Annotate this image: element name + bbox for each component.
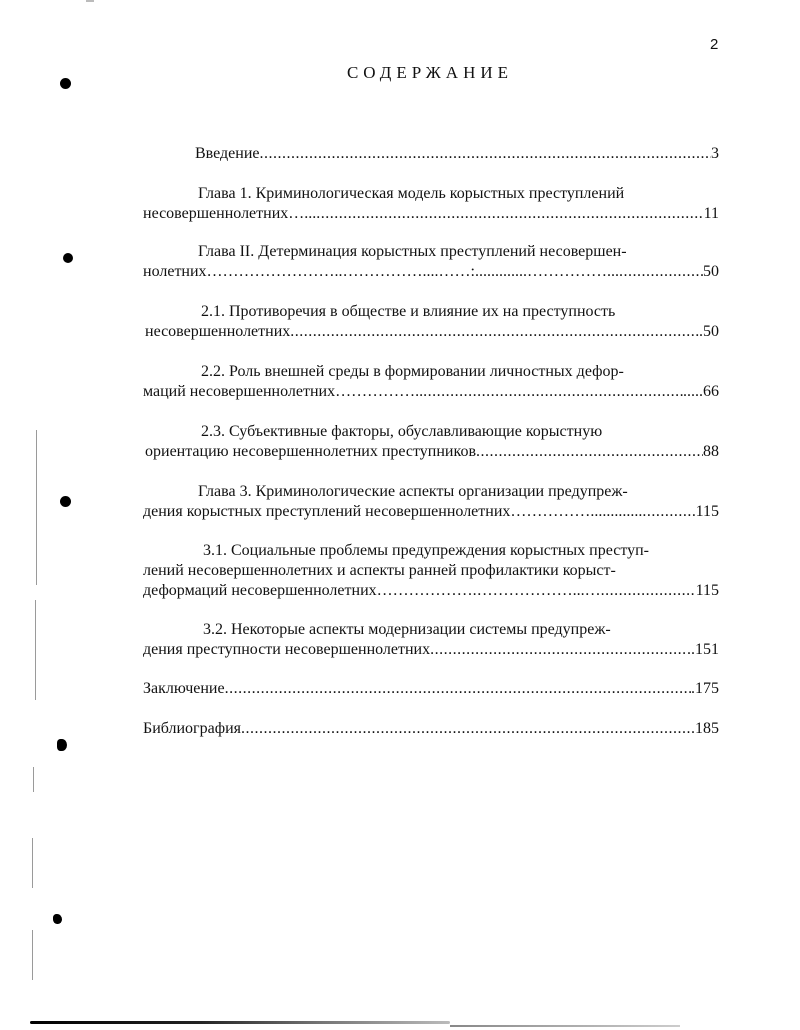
toc-page-number: 3 (711, 145, 719, 162)
toc-entry-text: нолетних……………………..……………....……:.............……………... (143, 263, 619, 280)
toc-entry-text: Библиография (143, 720, 241, 737)
scan-edge-line (35, 600, 36, 700)
dot-leader (260, 144, 712, 164)
toc-entry-text: дения корыстных преступлений несовершеннолетних……………............. (143, 503, 643, 520)
toc-page-number: 88 (703, 443, 719, 460)
toc-page-number: ..151 (687, 641, 719, 658)
dot-leader (316, 204, 703, 224)
toc-page-number: .185 (691, 720, 719, 737)
dot-leader (619, 262, 703, 282)
toc-entry-text: несовершеннолетних…... (143, 205, 317, 222)
toc-entry-section-2-2[interactable] (143, 362, 719, 402)
dot-leader (430, 640, 687, 660)
binder-hole-mark (60, 78, 71, 89)
binder-hole-mark (60, 496, 71, 507)
scan-edge-line (33, 767, 34, 792)
dot-leader (642, 502, 695, 522)
toc-line: Глава 1. Криминологическая модель корыстных преступлений (198, 185, 625, 202)
page-title: СОДЕРЖАНИЕ (346, 63, 514, 82)
toc-entry-section-2-1[interactable] (143, 302, 719, 342)
toc-entry-conclusion[interactable] (143, 679, 719, 699)
toc-entry-text: дения преступности несовершеннолетних (143, 641, 431, 658)
toc-line: лений несовершеннолетних и аспекты ранней профилактики корыст- (143, 562, 616, 579)
toc-line: 2.2. Роль внешней среды в формировании личностных дефор- (201, 363, 624, 380)
binder-hole-mark (57, 739, 67, 751)
toc-page-number: 115 (695, 582, 719, 599)
toc-line: 2.1. Противоречия в обществе и влияние их на преступность (201, 303, 616, 320)
scan-edge-line (36, 430, 37, 585)
toc-line (143, 204, 719, 224)
dot-leader (601, 581, 696, 601)
dot-leader (225, 679, 691, 699)
scan-edge-line (32, 930, 33, 980)
toc-entry-text: несовершеннолетних (145, 323, 291, 340)
toc-line (143, 442, 719, 462)
scan-artifact-top (86, 0, 94, 2)
toc-page-number: .50 (699, 323, 719, 340)
toc-entry-introduction[interactable] (143, 144, 719, 164)
toc-line: 3.2. Некоторые аспекты модернизации системы предупреж- (203, 621, 611, 638)
dot-leader (241, 719, 691, 739)
toc-line (143, 719, 719, 739)
dot-leader (290, 322, 699, 342)
toc-entry-section-3-2[interactable] (143, 620, 719, 660)
page-bottom-edge (30, 1021, 450, 1024)
toc-line (143, 382, 719, 402)
toc-entry-bibliography[interactable] (143, 719, 719, 739)
toc-entry-section-3-1[interactable] (143, 541, 719, 601)
toc-page-number: .....66 (683, 383, 719, 400)
toc-line (143, 262, 719, 282)
scan-edge-line (32, 838, 33, 888)
toc-entry-text: ориентацию несовершеннолетних преступников (145, 443, 477, 460)
toc-line: 2.3. Субъективные факторы, обуславливающие корыстную (201, 423, 603, 440)
toc-page-number: .175 (691, 680, 719, 697)
binder-hole-mark (63, 253, 73, 263)
toc-entry-text: маций несовершеннолетних…………….. (143, 383, 424, 400)
toc-line: Глава 3. Криминологические аспекты организации предупреж- (198, 483, 628, 500)
dot-leader (423, 382, 683, 402)
toc-entry-chapter-2[interactable] (143, 242, 719, 282)
toc-entry-text: Заключение (143, 680, 225, 697)
page-number: 2 (710, 36, 719, 53)
toc-entry-chapter-1[interactable] (143, 184, 719, 224)
page-bottom-edge (450, 1025, 680, 1027)
toc-entry-text: Введение (195, 145, 260, 162)
toc-line (143, 322, 719, 342)
toc-line: 3.1. Социальные проблемы предупреждения корыстных преступ- (203, 542, 649, 559)
toc-line (143, 640, 719, 660)
toc-line (143, 144, 719, 164)
toc-page-number: 11 (703, 205, 719, 222)
toc-page-number: 115 (695, 503, 719, 520)
toc-line (143, 679, 719, 699)
toc-line (143, 502, 719, 522)
toc-page-number: 50 (703, 263, 719, 280)
toc-line (143, 581, 719, 601)
toc-entry-text: деформаций несовершеннолетних……………….………………...… (143, 582, 601, 599)
toc-entry-chapter-3[interactable] (143, 482, 719, 522)
dot-leader (476, 442, 703, 462)
toc-line: Глава II. Детерминация корыстных преступлений несовершен- (198, 243, 627, 260)
binder-hole-mark (53, 914, 62, 924)
toc-entry-section-2-3[interactable] (143, 422, 719, 462)
